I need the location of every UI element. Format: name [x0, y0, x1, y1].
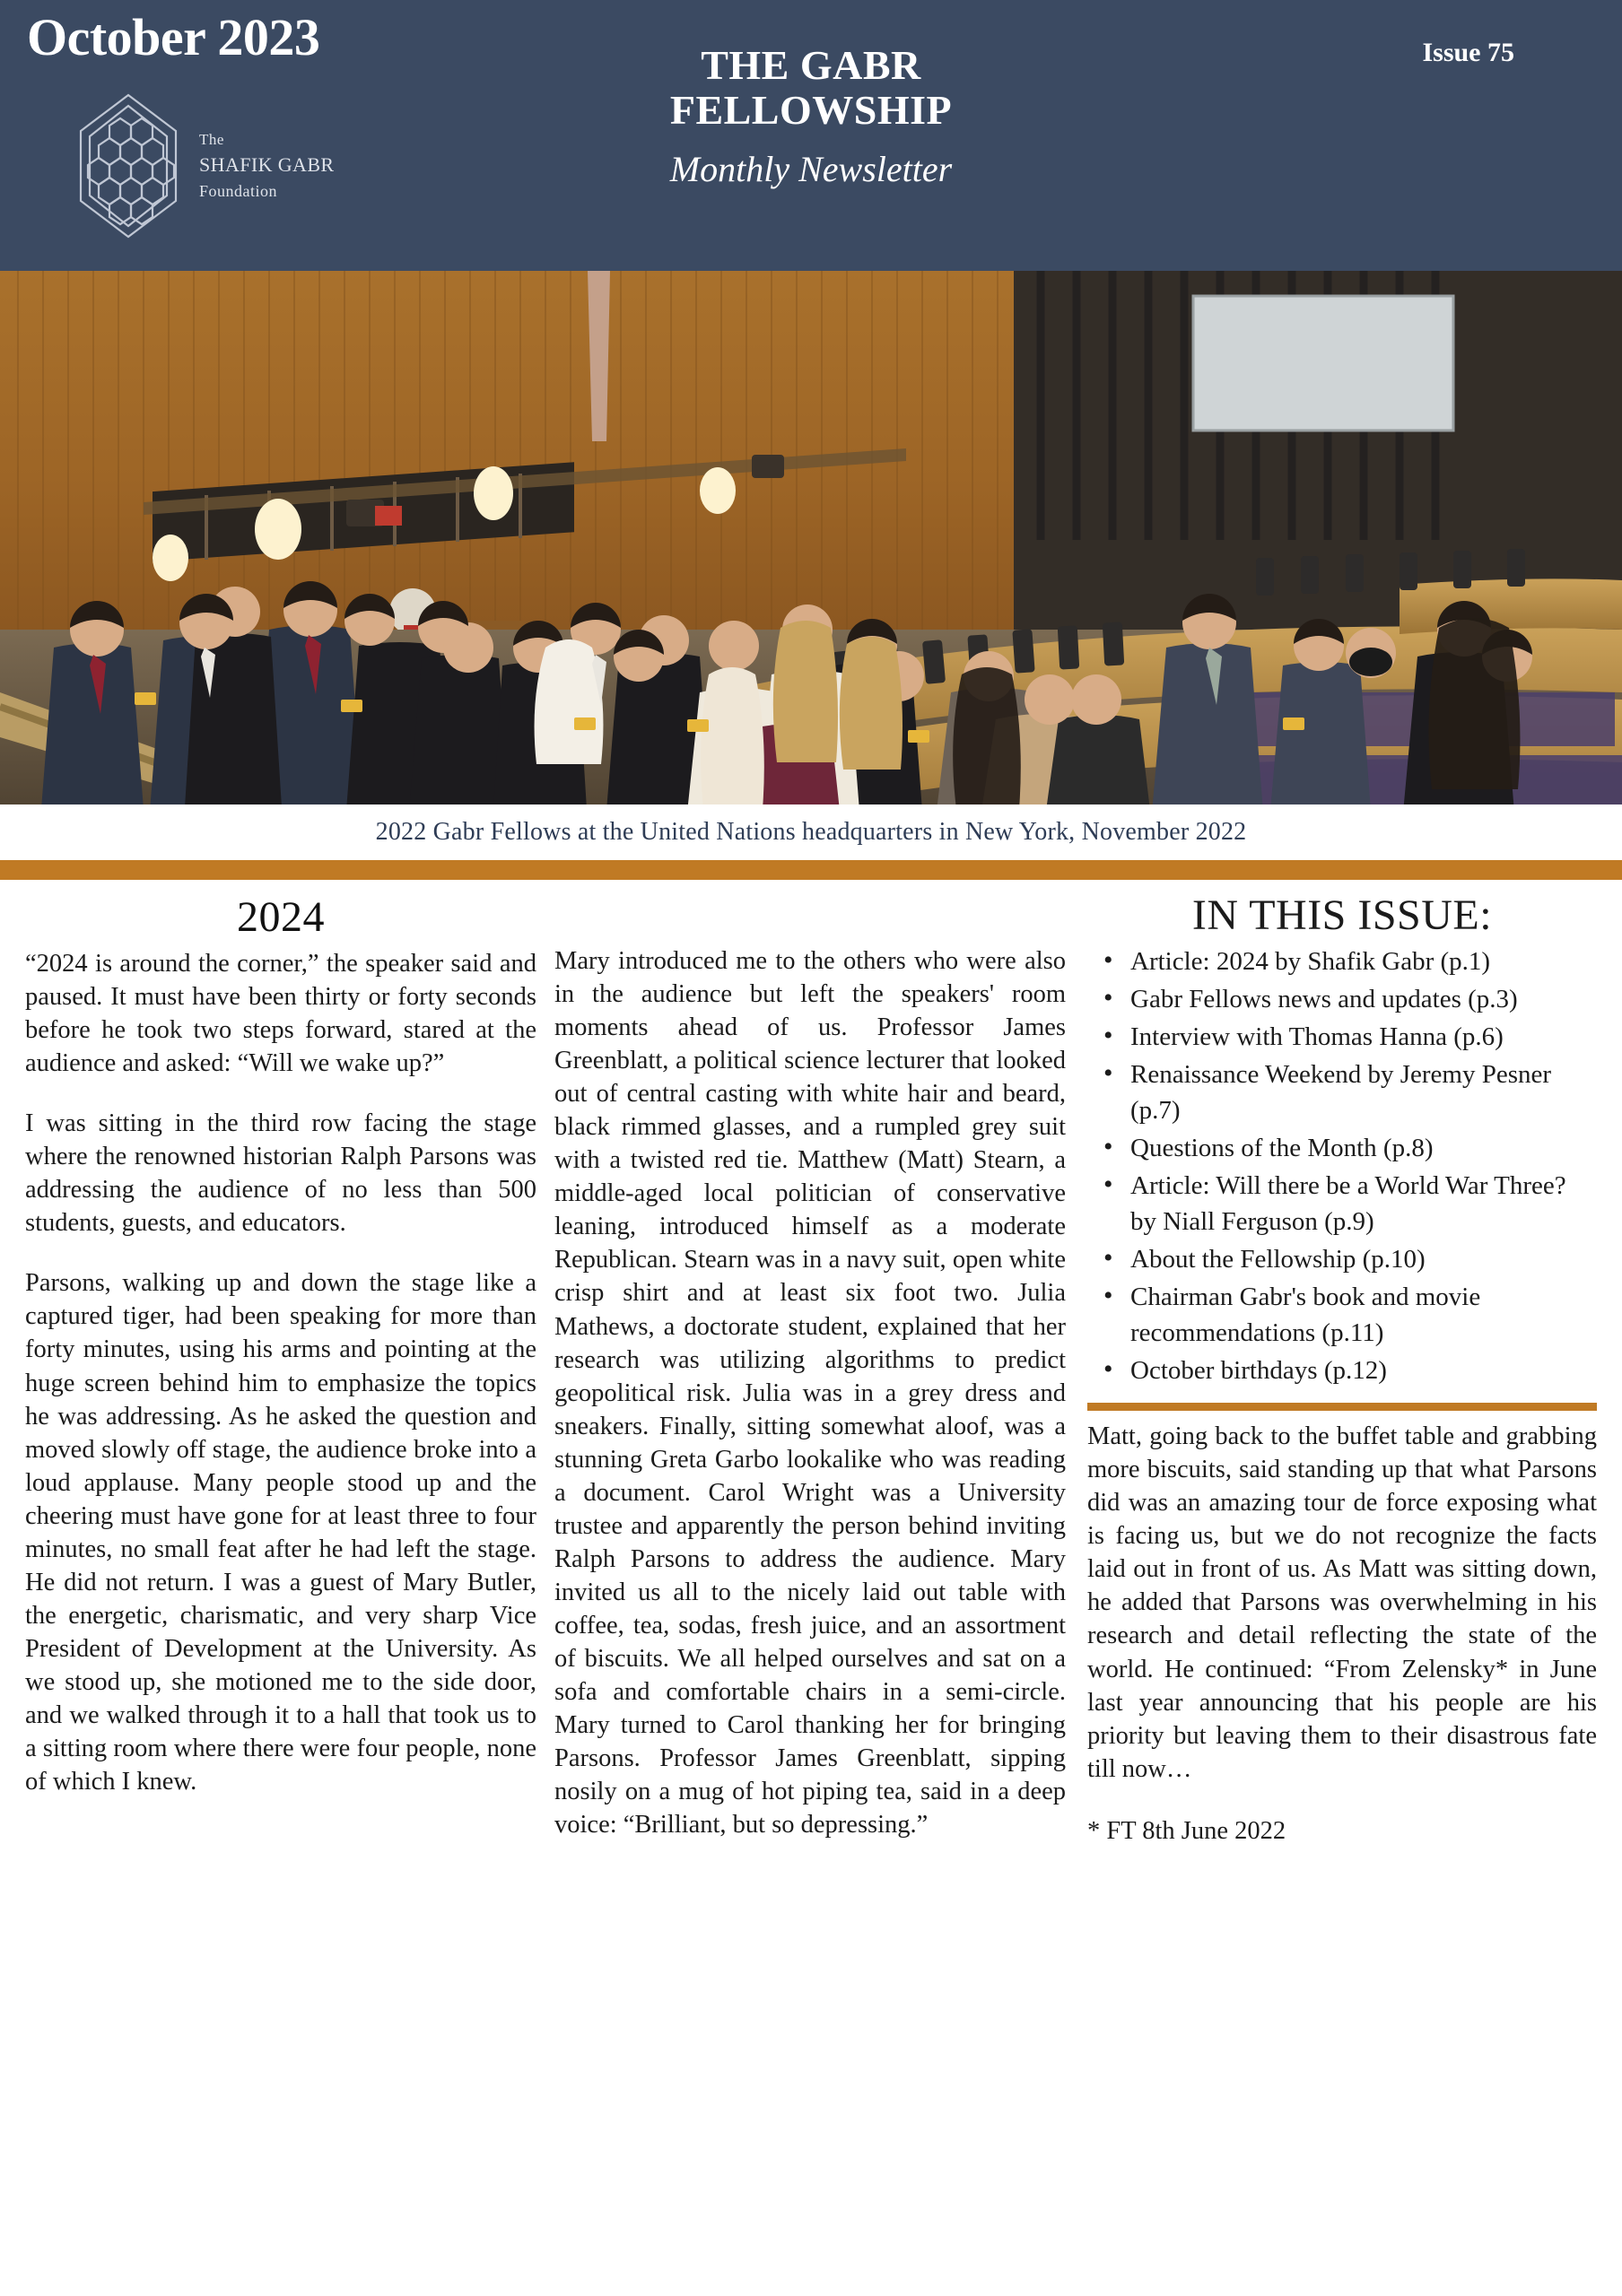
logo-line-2: SHAFIK GABR	[199, 153, 335, 177]
hero-photo	[0, 271, 1622, 804]
article-column-2	[554, 880, 1066, 1841]
issue-date: October 2023	[27, 8, 320, 66]
newsletter-title-line1: THE GABR	[701, 42, 921, 88]
accent-rule-divider	[1087, 1403, 1597, 1411]
in-this-issue-heading: IN THIS ISSUE:	[1191, 891, 1493, 939]
logo-line-3: Foundation	[199, 182, 278, 201]
newsletter-title-line2: FELLOWSHIP	[669, 86, 953, 133]
article-paragraph: Matt, going back to the buffet table and grabbing more biscuits, said standing up that what Parsons did was an amazing tour de force exposing what is facing us, but we do not recognize the facts laid out in front of us. As Matt was sitting down, he added that Parsons was overwhelming in his research and detail reflecting the state of the world. He continued: “From Zelensky* in June last year announcing that his people are his priority but leaving them to their disastrous fate till now…	[1087, 1422, 1597, 1783]
logo-line-1: The	[199, 130, 224, 148]
newsletter-title	[605, 43, 1017, 132]
toc-item[interactable]: • About the Fellowship (p.10)	[1103, 1241, 1597, 1277]
un-assembly-photo	[0, 271, 1622, 804]
in-this-issue-column	[1087, 880, 1597, 1848]
article-paragraph: Mary introduced me to the others who were also in the audience but left the speakers' room moments ahead of us. Professor James Greenblatt, a political science lecturer that looked out of central casting with white hair and beard, black rimmed glasses, and a rumpled grey suit with a twisted red tie. Matthew (Matt) Stearn, a middle-aged local politician of conservative leaning, introduced himself as a moderate Republican. Stearn was in a navy suit, open white crisp shirt and at least six foot two. Julia Mathews, a doctorate student, explained that her research was utilizing algorithms to predict geopolitical risk. Julia was in a grey dress and sneakers. Finally, sitting somewhat aloof, was a stunning Greta Garbo lookalike who was reading a document. Carol Wright was a University trustee and apparently the person behind inviting Ralph Parsons to address the audience. Mary invited us all to the nicely laid out table with coffee, tea, sodas, fresh juice, and an assortment of biscuits. We all helped ourselves and sat on a sofa and comfortable chairs in a semi-circle. Mary turned to Carol thanking her for bringing Parsons. Professor James Greenblatt, sipping nosily on a mug of hot piping tea, said in a deep voice: “Brilliant, but so depressing.”	[554, 947, 1066, 1839]
toc-item[interactable]: • Article: 2024 by Shafik Gabr (p.1)	[1103, 944, 1597, 979]
photo-caption: 2022 Gabr Fellows at the United Nations headquarters in New York, November 2022	[375, 818, 1247, 846]
article-column-1	[25, 880, 536, 1798]
article-footnote: * FT 8th June 2022	[1087, 1816, 1286, 1845]
accent-rule-top	[0, 860, 1622, 880]
photo-caption-bar	[0, 804, 1622, 860]
newsletter-subtitle: Monthly Newsletter	[669, 149, 953, 190]
article-paragraph: “2024 is around the corner,” the speaker said and paused. It must have been thirty or forty seconds before he took two steps forward, stared at the audience and asked: “Will we wake up?”	[25, 950, 536, 1078]
issue-number: Issue 75	[1422, 38, 1514, 67]
article-headline: 2024	[237, 893, 325, 941]
toc-item[interactable]: • Article: Will there be a World War Three? by Niall Ferguson (p.9)	[1103, 1168, 1597, 1239]
in-this-issue-list	[1087, 944, 1597, 1388]
logo-wordmark	[199, 129, 334, 204]
hexagon-lattice-icon	[70, 90, 187, 242]
foundation-logo	[70, 90, 334, 242]
toc-item[interactable]: • Renaissance Weekend by Jeremy Pesner (p.7)	[1103, 1057, 1597, 1128]
toc-item[interactable]: • October birthdays (p.12)	[1103, 1352, 1597, 1388]
toc-item[interactable]: • Chairman Gabr's book and movie recommendations (p.11)	[1103, 1279, 1597, 1351]
toc-item[interactable]: • Interview with Thomas Hanna (p.6)	[1103, 1019, 1597, 1055]
masthead	[0, 0, 1622, 271]
article-paragraph: I was sitting in the third row facing the stage where the renowned historian Ralph Parsons was addressing the audience of no less than 500 students, guests, and educators.	[25, 1109, 536, 1238]
article-body	[0, 880, 1622, 2288]
article-paragraph: Parsons, walking up and down the stage like a captured tiger, had been speaking for more than forty minutes, using his arms and pointing at the huge screen behind him to emphasize the topics he was addressing. As he asked the question and moved slowly off stage, the audience broke into a loud applause. Many people stood up and the cheering must have gone for at least three to four minutes, no small feat after he had left the stage. He did not return. I was a guest of Mary Butler, the energetic, charismatic, and very sharp Vice President of Development at the University. As we stood up, she motioned me to the side door, and we walked through it to a hall that took us to a sitting room where there were four people, none of which I knew.	[25, 1269, 536, 1796]
toc-item[interactable]: • Gabr Fellows news and updates (p.3)	[1103, 981, 1597, 1017]
toc-item[interactable]: • Questions of the Month (p.8)	[1103, 1130, 1597, 1166]
